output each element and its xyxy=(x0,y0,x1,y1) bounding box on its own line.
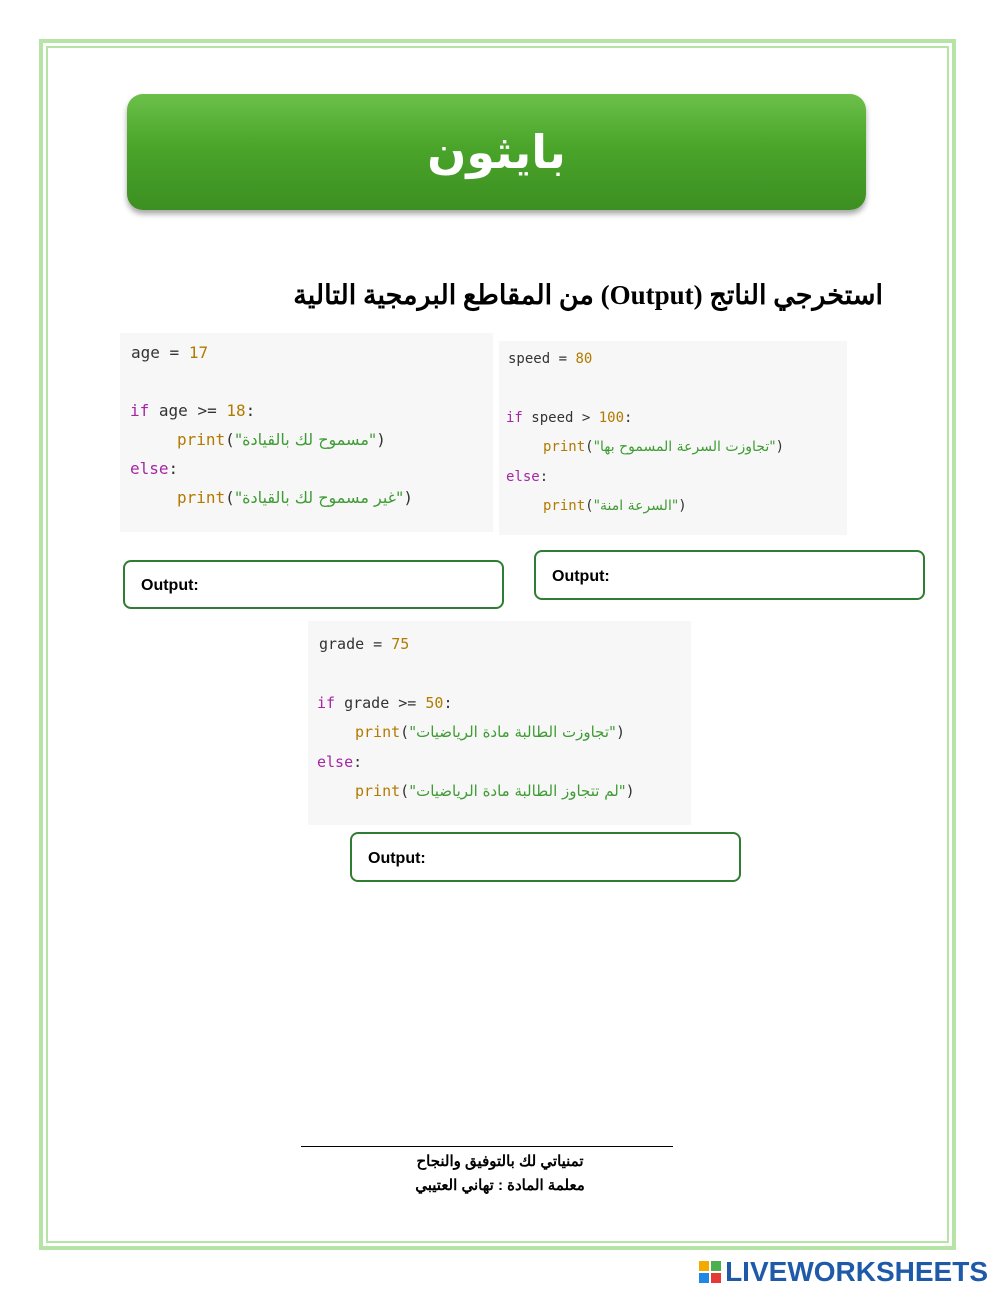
code-line-else: else: xyxy=(130,459,179,478)
logo-squares-icon xyxy=(699,1261,721,1283)
code-line-if: if age >= 18: xyxy=(130,401,256,420)
code-line-if: if speed > 100: xyxy=(506,410,633,426)
output-box-age xyxy=(123,560,504,609)
code-line-print-if: print("مسموح لك بالقيادة") xyxy=(177,430,386,449)
output-box-speed xyxy=(534,550,925,600)
output-answer-input-grade[interactable] xyxy=(442,842,727,872)
logo-square xyxy=(711,1261,721,1271)
output-box-grade xyxy=(350,832,741,882)
footer-teacher: معلمة المادة : تهاني العتيبي xyxy=(415,1177,585,1194)
output-label: Output: xyxy=(141,577,199,594)
logo-square xyxy=(699,1261,709,1271)
code-line-print-if: print("تجاوزت الطالبة مادة الرياضيات") xyxy=(355,723,625,741)
logo-square xyxy=(699,1273,709,1283)
liveworksheets-logo[interactable] xyxy=(699,1256,988,1288)
output-label: Output: xyxy=(552,568,610,585)
output-answer-input-speed[interactable] xyxy=(626,560,911,590)
code-line-print-else: print("لم تتجاوز الطالبة مادة الرياضيات") xyxy=(355,782,635,800)
instruction-heading: استخرجي الناتج (Output) من المقاطع البرمجية التالية xyxy=(293,280,883,310)
footer-divider xyxy=(301,1146,673,1147)
code-line-print-else: print("السرعة امنة") xyxy=(543,498,687,514)
code-line-assign: grade = 75 xyxy=(319,635,410,653)
code-line-assign: speed = 80 xyxy=(508,351,593,367)
code-snippet-age xyxy=(120,333,493,532)
code-line-assign: age = 17 xyxy=(131,343,209,362)
code-line-else: else: xyxy=(506,469,549,485)
output-answer-input-age[interactable] xyxy=(215,570,490,599)
code-line-print-else: print("غير مسموح لك بالقيادة") xyxy=(177,488,414,507)
code-line-else: else: xyxy=(317,753,363,771)
code-snippet-grade xyxy=(308,621,691,825)
code-line-if: if grade >= 50: xyxy=(317,694,453,712)
output-label: Output: xyxy=(368,850,426,867)
code-snippet-speed xyxy=(499,341,847,535)
logo-text: LIVEWORKSHEETS xyxy=(725,1256,988,1287)
logo-square xyxy=(711,1273,721,1283)
title-banner xyxy=(127,94,866,210)
page-title: بايثون xyxy=(427,125,566,179)
code-line-print-if: print("تجاوزت السرعة المسموح بها") xyxy=(543,439,785,455)
footer-wish: تمنياتي لك بالتوفيق والنجاح xyxy=(416,1153,584,1170)
